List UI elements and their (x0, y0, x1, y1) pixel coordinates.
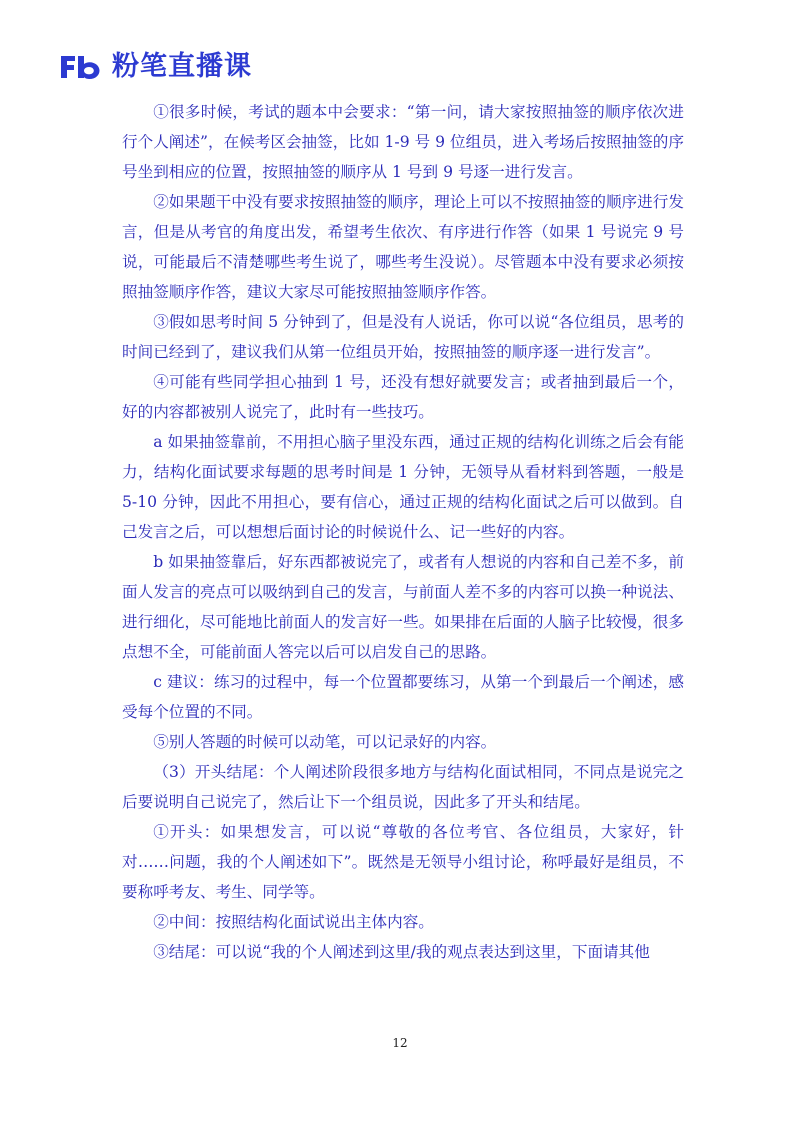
paragraph: b 如果抽签靠后，好东西都被说完了，或者有人想说的内容和自己差不多，前面人发言的亮点可以吸纳到自己的发言，与前面人差不多的内容可以换一种说法、进行细化，尽可能地比前面人的发言好一些。如果排在后面的人脑子比较慢，很多点想不全，可能前面人答完以后可以启发自己的思路。 (122, 553, 684, 661)
paragraph: ⑤别人答题的时候可以动笔，可以记录好的内容。 (153, 733, 497, 751)
paragraph: ②中间：按照结构化面试说出主体内容。 (153, 913, 434, 931)
document-body (122, 97, 684, 967)
paragraph: ①开头：如果想发言，可以说“尊敬的各位考官、各位组员，大家好，针对……问题，我的个人阐述如下”。既然是无领导小组讨论，称呼最好是组员，不要称呼考友、考生、同学等。 (122, 823, 684, 901)
paragraph: c 建议：练习的过程中，每一个位置都要练习，从第一个到最后一个阐述，感受每个位置的不同。 (122, 673, 684, 721)
paragraph: a 如果抽签靠前，不用担心脑子里没东西，通过正规的结构化训练之后会有能力，结构化面试要求每题的思考时间是 1 分钟，无领导从看材料到答题，一般是 5-10 分钟，因此不用担心，要有信心，通过正规的结构化面试之后可以做到。自己发言之后，可以想想后面讨论的时候说什么、记一些好的内容。 (122, 433, 684, 541)
brand-name: 粉笔直播课 (112, 51, 252, 82)
paragraph: ④可能有些同学担心抽到 1 号，还没有想好就要发言；或者抽到最后一个，好的内容都被别人说完了，此时有一些技巧。 (122, 373, 684, 421)
paragraph: ②如果题干中没有要求按照抽签的顺序，理论上可以不按照抽签的顺序进行发言，但是从考官的角度出发，希望考生依次、有序进行作答（如果 1 号说完 9 号说，可能最后不清楚哪些考生说了，哪些考生没说）。尽管题本中没有要求必须按照抽签顺序作答，建议大家尽可能按照抽签顺序作答。 (122, 193, 684, 301)
page-number: 12 (392, 1036, 408, 1050)
fenbi-logo-icon (58, 52, 104, 82)
paragraph: ③假如思考时间 5 分钟到了，但是没有人说话，你可以说“各位组员，思考的时间已经到了，建议我们从第一位组员开始，按照抽签的顺序逐一进行发言”。 (122, 313, 684, 361)
paragraph: ①很多时候，考试的题本中会要求：“第一问，请大家按照抽签的顺序依次进行个人阐述”，在候考区会抽签，比如 1-9 号 9 位组员，进入考场后按照抽签的序号坐到相应的位置，按照抽签的顺序从 1 号到 9 号逐一进行发言。 (122, 103, 684, 181)
paragraph: ③结尾：可以说“我的个人阐述到这里/我的观点表达到这里，下面请其他 (153, 943, 650, 961)
paragraph: （3）开头结尾：个人阐述阶段很多地方与结构化面试相同，不同点是说完之后要说明自己说完了，然后让下一个组员说，因此多了开头和结尾。 (122, 763, 684, 811)
header (58, 50, 252, 84)
